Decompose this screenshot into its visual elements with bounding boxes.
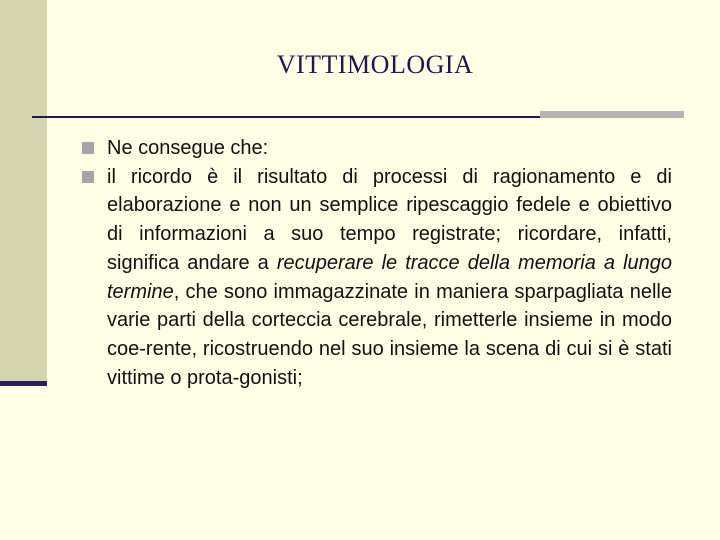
bullet-text-part: il ricordo è il risultato di processi di ragionamento e di elaborazione e non un semplice ripescaggio fedele e obiettivo di informazioni a suo tempo registrate; ricordare, infatti, significa andare a	[107, 165, 672, 274]
bullet-emphasis: recuperare le tracce della memoria a lungo termine	[107, 251, 673, 303]
title-divider-line	[32, 116, 540, 118]
title-divider-accent	[540, 111, 684, 118]
bullet-item	[82, 163, 672, 393]
bullet-item	[82, 134, 672, 163]
left-accent-bar	[0, 0, 47, 385]
square-bullet-icon	[82, 171, 94, 183]
bullet-text-part: , che sono immagazzinate in maniera sparpagliata nelle varie parti della corteccia cerebrale, rimetterle insieme in modo coe-rente, ricostruendo nel suo insieme la scena di cui si è stati vittime o prota-gonisti;	[107, 280, 672, 389]
slide-body	[82, 134, 672, 392]
left-accent-underline	[0, 381, 47, 386]
square-bullet-icon	[82, 142, 94, 154]
bullet-text	[107, 163, 672, 393]
slide-title: VITTIMOLOGIA	[276, 50, 474, 79]
bullet-text: Ne consegue che:	[107, 137, 269, 159]
